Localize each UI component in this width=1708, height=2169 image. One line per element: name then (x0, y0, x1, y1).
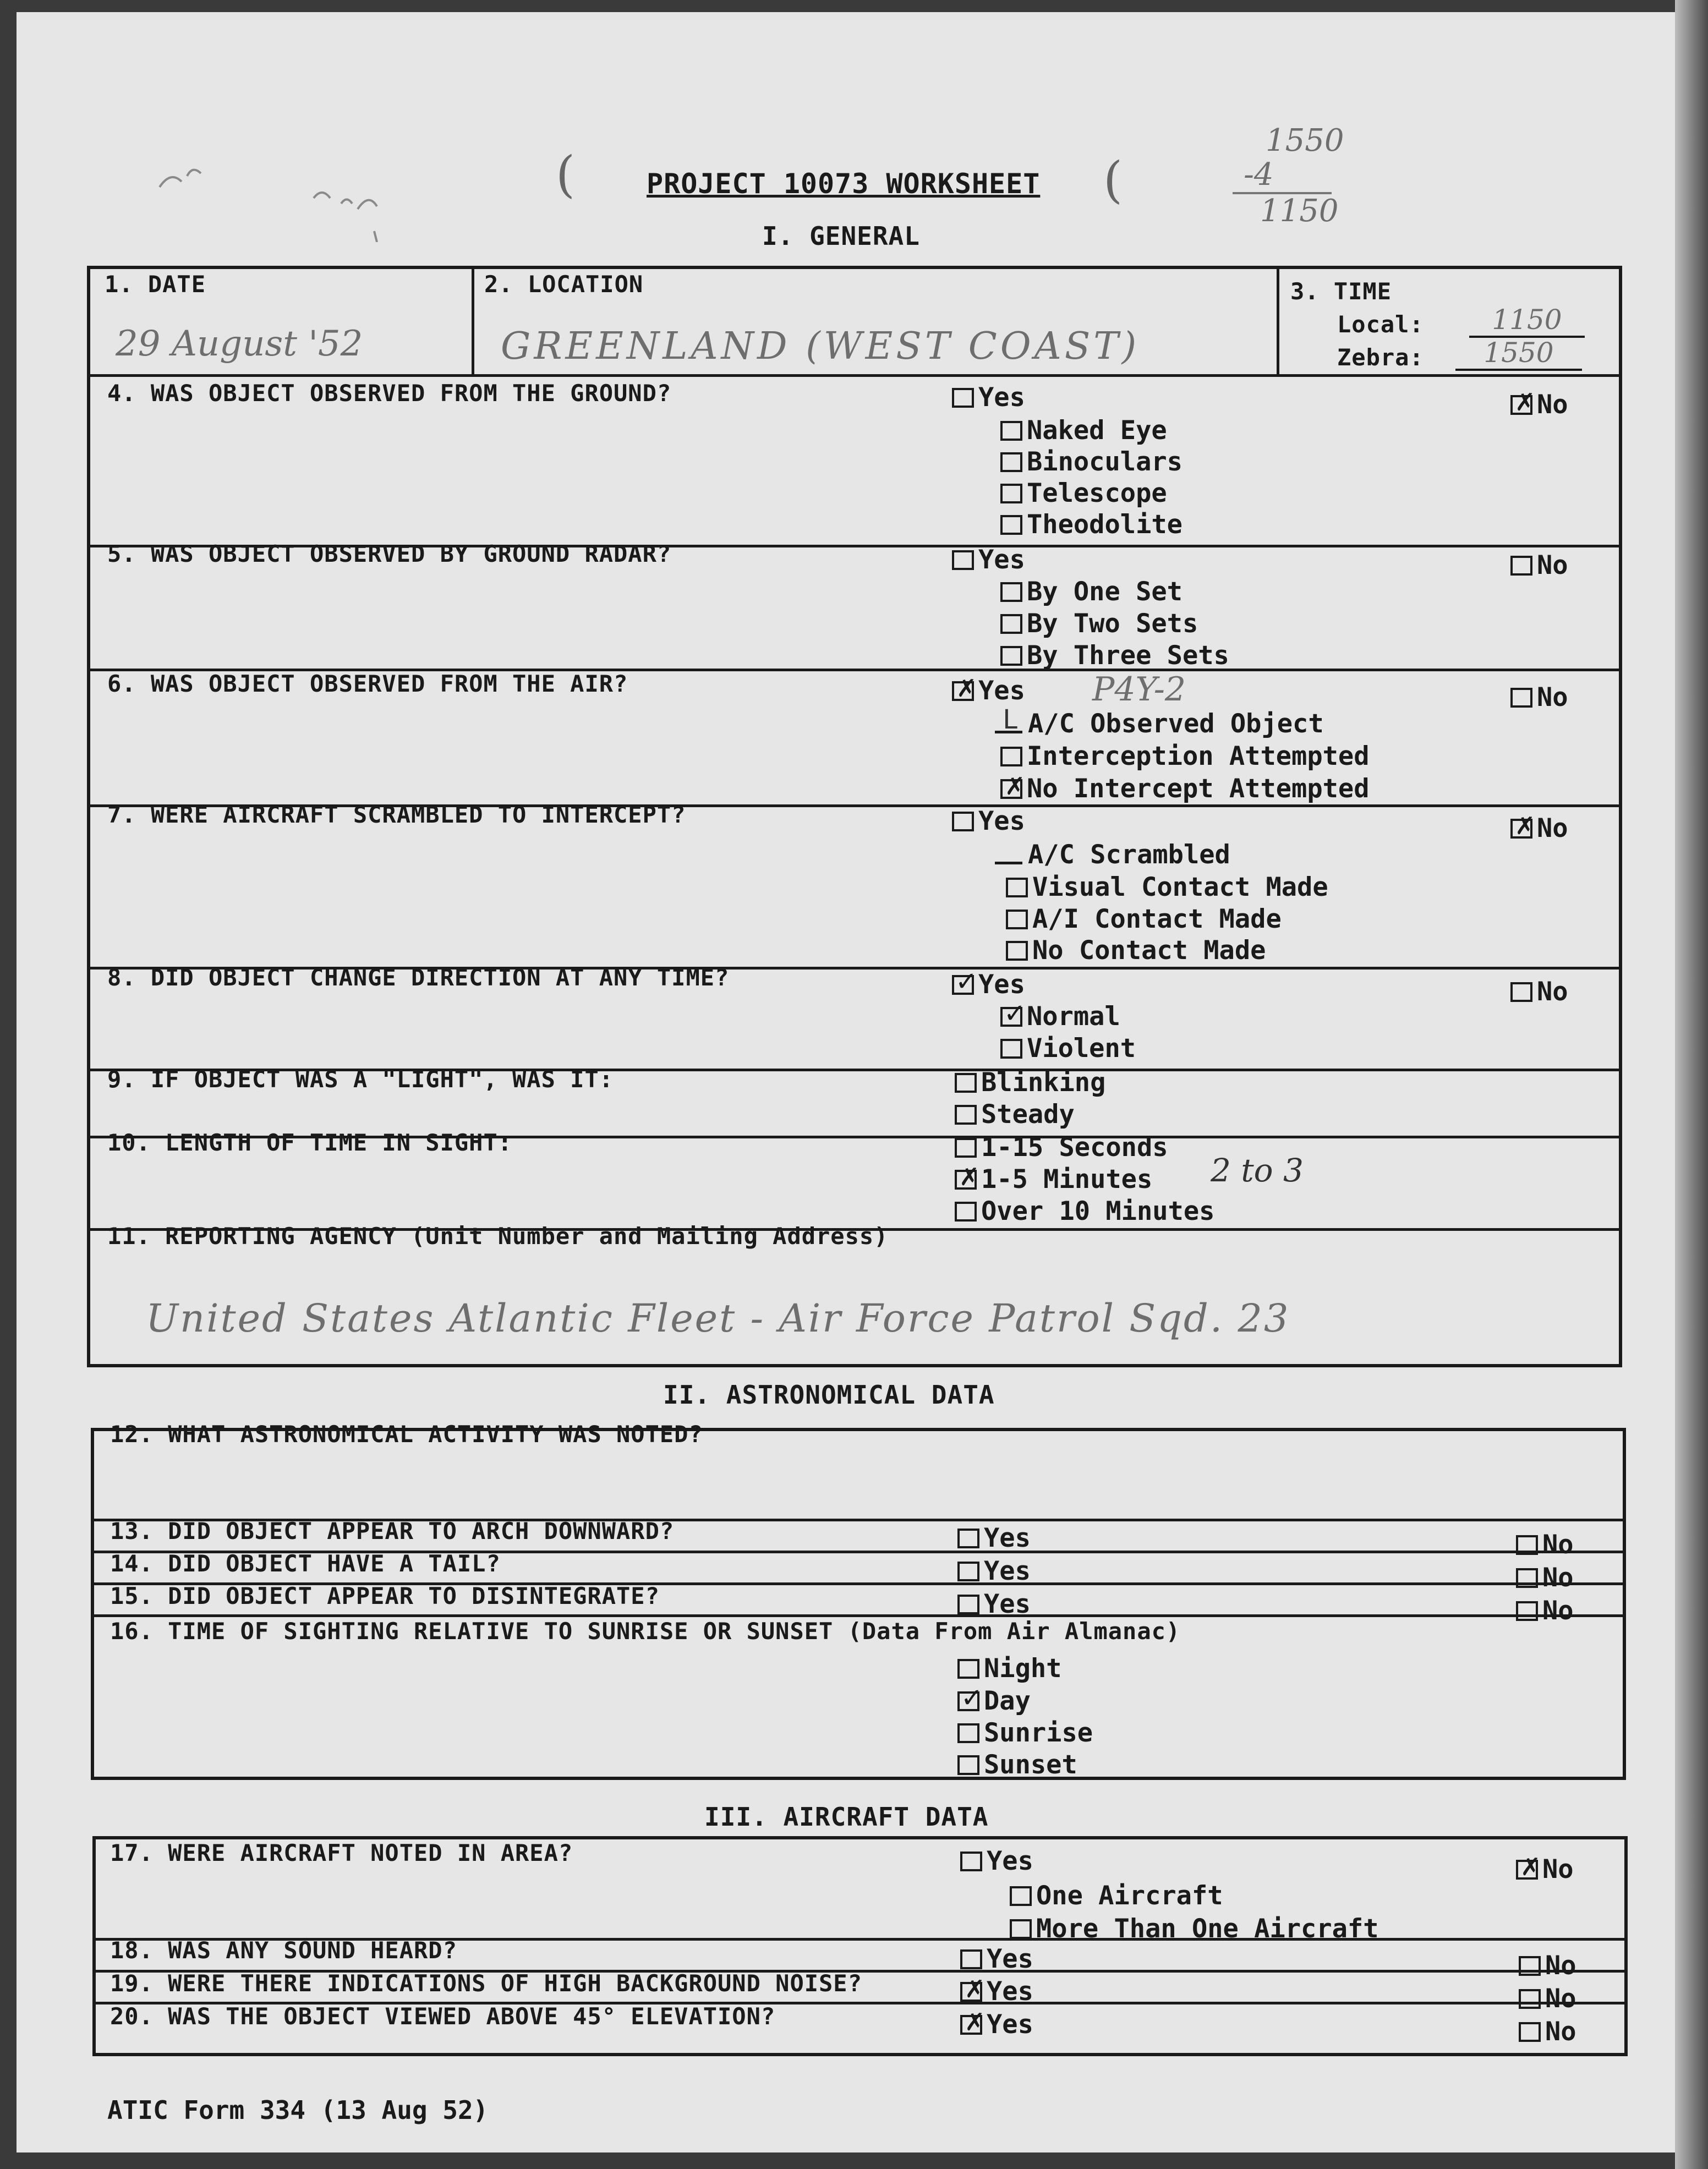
checkbox[interactable] (1516, 1568, 1538, 1588)
q7-opt-ac-scrambled[interactable] (995, 840, 1230, 870)
col-divider (1277, 266, 1279, 376)
q17-opt-one[interactable] (1010, 1881, 1223, 1911)
checkbox[interactable] (1000, 614, 1022, 634)
option-label: 1-15 Seconds (981, 1132, 1168, 1163)
q6-aircraft-note: P4Y-2 (1092, 670, 1186, 709)
q4-opt-telescope[interactable] (1000, 478, 1167, 508)
checkbox[interactable] (1519, 1956, 1541, 1976)
q5-label: 5. WAS OBJECT OBSERVED BY GROUND RADAR? (107, 540, 672, 567)
q8-yes-checkbox[interactable] (952, 975, 974, 995)
no-label: No (1545, 1951, 1576, 1981)
option-label: Sunrise (984, 1718, 1093, 1748)
yes-label: Yes (987, 2009, 1033, 2040)
q19-no[interactable] (1519, 1984, 1576, 2014)
q4-no-label: No (1537, 390, 1568, 420)
checkbox[interactable] (957, 1723, 979, 1743)
checkbox[interactable] (957, 1691, 979, 1711)
q5-no[interactable] (1510, 550, 1568, 580)
q13-yes[interactable] (957, 1523, 1031, 1553)
row-divider (91, 1614, 1626, 1617)
q5-opt-one-set[interactable] (1000, 577, 1183, 607)
checkbox[interactable] (957, 1659, 979, 1679)
checkbox[interactable] (1006, 878, 1028, 897)
q14-yes[interactable] (957, 1556, 1031, 1586)
q8-yes-label: Yes (978, 970, 1025, 1000)
checkbox[interactable] (1000, 646, 1022, 666)
q7-no[interactable] (1510, 813, 1568, 844)
q13-label: 13. DID OBJECT APPEAR TO ARCH DOWNWARD? (110, 1518, 675, 1544)
q9-opt-blinking[interactable] (955, 1067, 1105, 1098)
checkbox[interactable] (960, 1949, 982, 1969)
option-label: No Contact Made (1032, 935, 1266, 966)
q17-label: 17. WERE AIRCRAFT NOTED IN AREA? (110, 1839, 573, 1866)
q4-opt-naked-eye[interactable] (1000, 415, 1167, 446)
q16-opt-sunset[interactable] (957, 1750, 1077, 1780)
reporting-agency-value[interactable]: United States Atlantic Fleet - Air Force Patrol Sqd. 23 (146, 1296, 1290, 1341)
option-label: Normal (1027, 1001, 1120, 1032)
date-value[interactable]: 29 August '52 (116, 324, 363, 364)
q5-yes-label: Yes (978, 545, 1025, 575)
option-label: A/C Scrambled (1028, 840, 1230, 870)
option-label: Sunset (984, 1750, 1077, 1780)
row-divider (87, 374, 1622, 377)
q4-no[interactable] (1510, 390, 1568, 420)
q11-label: 11. REPORTING AGENCY (Unit Number and Mailing Address) (107, 1223, 889, 1250)
checkbox[interactable] (1000, 747, 1022, 766)
q5-opt-three-sets[interactable] (1000, 640, 1229, 671)
q7-label: 7. WERE AIRCRAFT SCRAMBLED TO INTERCEPT? (107, 801, 686, 828)
q15-yes[interactable] (957, 1589, 1031, 1619)
option-label: Telescope (1027, 478, 1167, 508)
option-label: Blinking (981, 1067, 1106, 1098)
q8-label: 8. DID OBJECT CHANGE DIRECTION AT ANY TIME? (107, 964, 730, 991)
checkbox[interactable] (1000, 1007, 1022, 1027)
checkbox[interactable] (1010, 1919, 1032, 1939)
checkbox[interactable] (1006, 941, 1028, 961)
form-number: ATIC Form 334 (13 Aug 52) (107, 2095, 489, 2125)
option-label: Steady (981, 1099, 1075, 1130)
local-label: Local: (1337, 311, 1424, 338)
q7-yes-label: Yes (978, 806, 1025, 836)
blank-line[interactable] (995, 714, 1022, 733)
q4-label: 4. WAS OBJECT OBSERVED FROM THE GROUND? (107, 380, 672, 407)
option-label: 1-5 Minutes (981, 1164, 1153, 1195)
q16-paren: (Data From Air Almanac) (847, 1618, 1181, 1645)
date-label: 1. DATE (105, 271, 206, 298)
checkbox[interactable] (1516, 1601, 1538, 1621)
location-value[interactable]: GREENLAND (WEST COAST) (501, 325, 1140, 368)
worksheet-title: PROJECT 10073 WORKSHEET (647, 168, 1041, 200)
q18-no[interactable] (1519, 1951, 1576, 1981)
q5-yes[interactable] (952, 545, 1025, 575)
corner-note-line: -4 (1233, 158, 1332, 194)
no-label: No (1542, 1563, 1574, 1593)
checkbox[interactable] (955, 1105, 977, 1125)
pencil-paren-right: ( (1103, 151, 1123, 209)
checkbox[interactable] (1000, 779, 1022, 799)
q10-label: 10. LENGTH OF TIME IN SIGHT: (107, 1129, 513, 1156)
option-label: Interception Attempted (1027, 741, 1370, 771)
option-label: Visual Contact Made (1032, 872, 1328, 902)
checkbox[interactable] (955, 1170, 977, 1190)
q16-opt-night[interactable] (957, 1653, 1061, 1684)
q8-opt-violent[interactable] (1000, 1033, 1136, 1064)
q5-no-label: No (1537, 550, 1568, 580)
q8-opt-normal[interactable] (1000, 1001, 1120, 1032)
time-label: 3. TIME (1290, 278, 1392, 305)
option-label: By One Set (1027, 577, 1183, 607)
location-label: 2. LOCATION (484, 271, 644, 298)
yes-label: Yes (987, 1944, 1033, 1974)
q7-opt-visual-contact[interactable] (1006, 872, 1328, 902)
no-label: No (1545, 2017, 1576, 2047)
q5-yes-checkbox[interactable] (952, 550, 974, 570)
q19-label: 19. WERE THERE INDICATIONS OF HIGH BACKGROUND NOISE? (110, 1970, 862, 1997)
checkbox[interactable] (955, 1073, 977, 1093)
checkbox[interactable] (960, 1852, 982, 1871)
q7-opt-ai-contact[interactable] (1006, 904, 1282, 934)
checkbox[interactable] (1006, 910, 1028, 929)
pencil-paren-left: ( (556, 146, 576, 204)
q15-label: 15. DID OBJECT APPEAR TO DISINTEGRATE? (110, 1582, 660, 1609)
yes-label: Yes (987, 1976, 1033, 2007)
q20-label: 20. WAS THE OBJECT VIEWED ABOVE 45° ELEVATION? (110, 2003, 776, 2030)
local-value[interactable]: 1150 (1469, 304, 1585, 338)
option-label: Violent (1027, 1033, 1136, 1064)
q6-no[interactable] (1510, 682, 1568, 713)
q10-opt-minutes[interactable] (955, 1164, 1152, 1195)
no-label: No (1542, 1530, 1574, 1560)
blank-line[interactable] (995, 845, 1022, 864)
checkbox[interactable] (1519, 2022, 1541, 2042)
zebra-label: Zebra: (1337, 344, 1424, 371)
checkbox[interactable] (1516, 1535, 1538, 1555)
q6-no-checkbox[interactable] (1510, 688, 1532, 708)
q10-duration-note: 2 to 3 (1211, 1152, 1304, 1189)
q16-opt-day[interactable] (957, 1686, 1031, 1716)
q20-yes[interactable] (960, 2009, 1033, 2040)
q13-no[interactable] (1516, 1530, 1574, 1560)
q9-opt-steady[interactable] (955, 1099, 1075, 1130)
corner-note (1233, 124, 1344, 228)
q4-yes-checkbox[interactable] (952, 388, 974, 408)
option-label: More Than One Aircraft (1036, 1914, 1379, 1944)
q8-no-checkbox[interactable] (1510, 982, 1532, 1002)
option-label: By Two Sets (1027, 609, 1198, 639)
col-divider (472, 266, 474, 376)
option-label: Naked Eye (1027, 415, 1167, 446)
q4-yes-label: Yes (978, 382, 1025, 413)
checkbox[interactable] (955, 1138, 977, 1158)
checkbox[interactable] (957, 1595, 979, 1614)
q6-no-label: No (1537, 682, 1568, 713)
q6-yes-label: Yes (978, 676, 1025, 706)
q4-opt-binoculars[interactable] (1000, 447, 1183, 477)
q10-opt-over-10[interactable] (955, 1196, 1214, 1226)
q8-no-label: No (1537, 977, 1568, 1007)
q7-no-label: No (1537, 813, 1568, 844)
page-edge-shadow (1675, 0, 1708, 2169)
checkbox[interactable] (1519, 1989, 1541, 2009)
section-aircraft-heading: III. AIRCRAFT DATA (704, 1802, 989, 1832)
option-label: One Aircraft (1036, 1881, 1223, 1911)
q8-yes[interactable] (952, 970, 1025, 1000)
q7-yes-checkbox[interactable] (952, 812, 974, 831)
checkbox[interactable] (1000, 484, 1022, 503)
yes-label: Yes (984, 1589, 1031, 1619)
checkbox[interactable] (1000, 452, 1022, 472)
option-label: Theodolite (1027, 510, 1183, 540)
checkbox[interactable] (957, 1755, 979, 1775)
q20-no[interactable] (1519, 2017, 1576, 2047)
q15-no[interactable] (1516, 1596, 1574, 1626)
option-label: A/I Contact Made (1032, 904, 1282, 934)
option-label: By Three Sets (1027, 640, 1229, 671)
q17-yes[interactable] (960, 1846, 1033, 1876)
q18-label: 18. WAS ANY SOUND HEARD? (110, 1937, 457, 1964)
q19-yes[interactable] (960, 1976, 1033, 2007)
q6-opt-interception[interactable] (1000, 741, 1370, 771)
corner-note-line: 1550 (1266, 123, 1344, 158)
checkbox[interactable] (1516, 1860, 1538, 1880)
q16-opt-sunrise[interactable] (957, 1718, 1093, 1748)
checkbox[interactable] (960, 2015, 982, 2035)
q4-no-checkbox[interactable] (1510, 395, 1532, 415)
option-label: Over 10 Minutes (981, 1196, 1215, 1226)
q6-opt-no-intercept[interactable] (1000, 774, 1370, 804)
zebra-value[interactable]: 1550 (1455, 337, 1582, 371)
q16-question: 16. TIME OF SIGHTING RELATIVE TO SUNRISE OR SUNSET (110, 1618, 834, 1645)
q5-opt-two-sets[interactable] (1000, 609, 1198, 639)
corner-note-line: 1150 (1260, 193, 1339, 229)
checkbox[interactable] (957, 1529, 979, 1548)
no-label: No (1542, 1854, 1574, 1885)
checkbox[interactable] (1010, 1886, 1032, 1906)
option-label: A/C Observed Object (1028, 709, 1324, 739)
checkbox[interactable] (1000, 421, 1022, 441)
q6-yes[interactable] (952, 676, 1025, 706)
section-general-heading: I. GENERAL (762, 221, 920, 251)
section-astronomical-heading: II. ASTRONOMICAL DATA (663, 1380, 995, 1410)
q16-label (110, 1618, 1180, 1645)
checkbox[interactable] (1000, 515, 1022, 535)
margin-scribble (149, 121, 446, 242)
q5-no-checkbox[interactable] (1510, 556, 1532, 576)
option-label: No Intercept Attempted (1027, 774, 1370, 804)
q6-label: 6. WAS OBJECT OBSERVED FROM THE AIR? (107, 670, 628, 697)
q17-no[interactable] (1516, 1854, 1574, 1885)
yes-label: Yes (984, 1556, 1031, 1586)
q4-opt-theodolite[interactable] (1000, 510, 1183, 540)
yes-label: Yes (987, 1846, 1033, 1876)
q7-opt-no-contact[interactable] (1006, 935, 1266, 966)
no-label: No (1542, 1596, 1574, 1626)
q6-yes-checkbox[interactable] (952, 681, 974, 701)
q17-opt-more[interactable] (1010, 1914, 1379, 1944)
checkbox[interactable] (960, 1982, 982, 2002)
yes-label: Yes (984, 1523, 1031, 1553)
q18-yes[interactable] (960, 1944, 1033, 1974)
q9-label: 9. IF OBJECT WAS A "LIGHT", WAS IT: (107, 1066, 614, 1093)
checkbox[interactable] (955, 1202, 977, 1222)
q12-label: 12. WHAT ASTRONOMICAL ACTIVITY WAS NOTED? (110, 1421, 703, 1448)
option-label: Binoculars (1027, 447, 1183, 477)
no-label: No (1545, 1984, 1576, 2014)
q6-opt-ac-observed[interactable] (995, 709, 1324, 739)
q8-no[interactable] (1510, 977, 1568, 1007)
option-label: Day (984, 1686, 1031, 1716)
q14-no[interactable] (1516, 1563, 1574, 1593)
checkbox[interactable] (1000, 582, 1022, 602)
q4-yes[interactable] (952, 382, 1025, 413)
q7-yes[interactable] (952, 806, 1025, 836)
checkbox[interactable] (957, 1562, 979, 1581)
q10-opt-seconds[interactable] (955, 1132, 1168, 1163)
q7-no-checkbox[interactable] (1510, 819, 1532, 839)
option-label: Night (984, 1653, 1062, 1684)
q14-label: 14. DID OBJECT HAVE A TAIL? (110, 1550, 501, 1577)
checkbox[interactable] (1000, 1039, 1022, 1059)
